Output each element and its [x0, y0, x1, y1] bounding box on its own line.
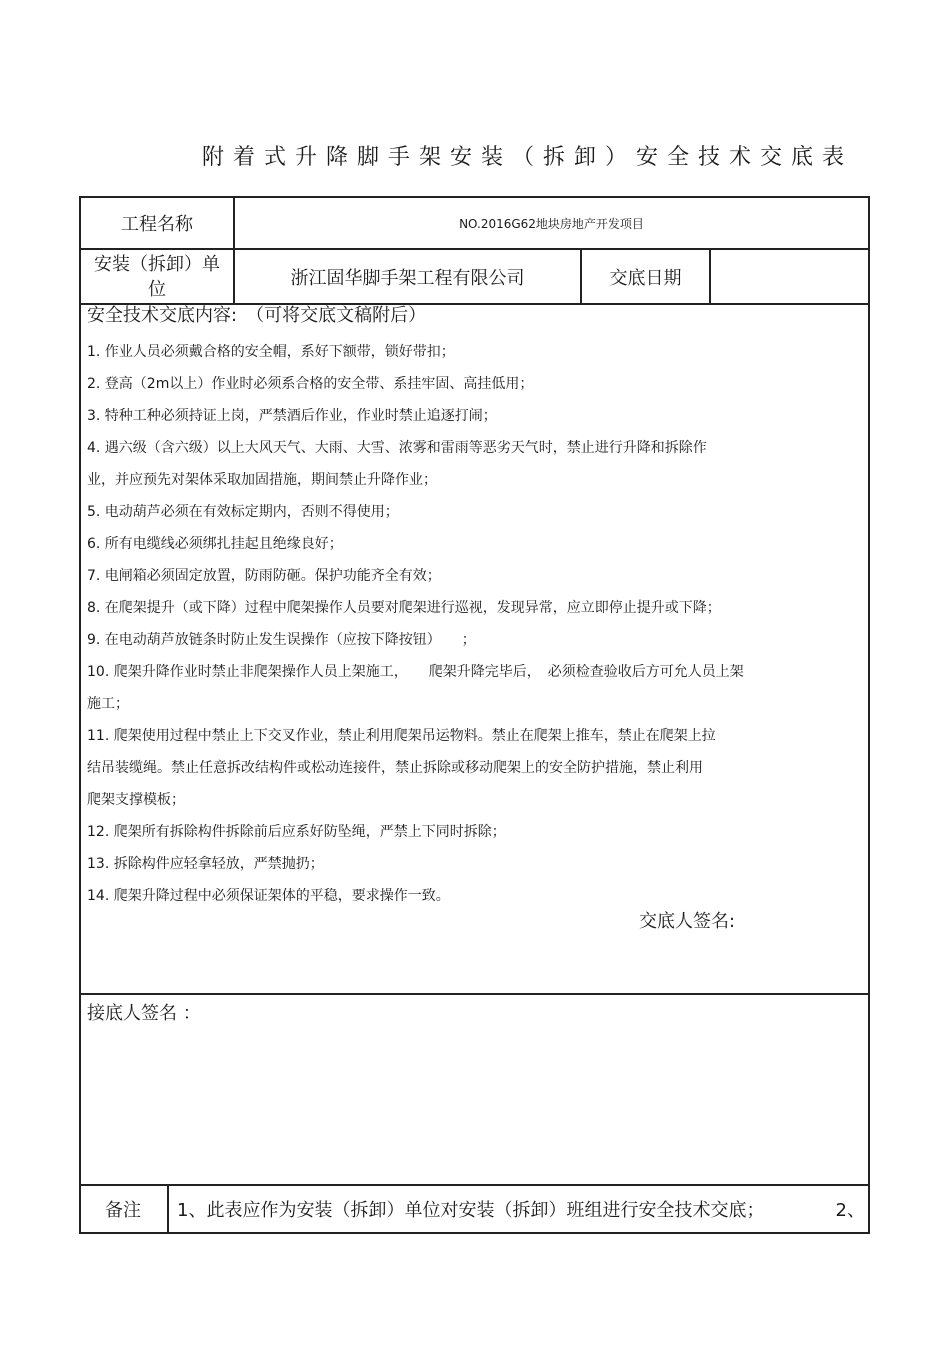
- remark-tail: 2、: [835, 1200, 865, 1221]
- install-unit-value: 浙江固华脚手架工程有限公司: [290, 267, 525, 289]
- content-line: 结吊装缆绳。禁止任意拆改结构件或松动连接件，禁止拆除或移动爬架上的安全防护措施，禁止利用: [87, 760, 703, 776]
- row-divider-3: [79, 993, 870, 995]
- remark-text: 1、此表应作为安装（拆卸）单位对安装（拆卸）班组进行安全技术交底；: [177, 1200, 765, 1221]
- content-line: 业，并应预先对架体采取加固措施，期间禁止升降作业；: [87, 472, 437, 488]
- remark-column-divider: [167, 1184, 169, 1234]
- content-line: 8. 在爬架提升（或下降）过程中爬架操作人员要对爬架进行巡视，发现异常，应立即停止提升或下降；: [87, 600, 721, 616]
- content-line: 10. 爬架升降作业时禁止非爬架操作人员上架施工， 爬架升降完毕后， 必须检查验收后方可允人员上架: [87, 664, 744, 680]
- disclosure-date-value: [711, 250, 868, 303]
- install-unit-label-line1: 安装（拆卸）单: [94, 253, 220, 275]
- receiver-signature-label: 接底人签名 ：: [87, 1003, 201, 1024]
- project-name-value: NO.2016G62地块房地产开发项目: [459, 216, 644, 231]
- content-line: 3. 特种工种必须持证上岗，严禁酒后作业，作业时禁止追逐打闹；: [87, 408, 497, 424]
- remark-content: [177, 1186, 865, 1232]
- page-title: 附着式升降脚手架安装（拆卸）安全技术交底表: [202, 145, 854, 170]
- install-unit-label-line2: 位: [148, 278, 166, 300]
- remark-label: 备注: [105, 1200, 141, 1221]
- content-heading: 安全技术交底内容: （可将交底文稿附后）: [87, 305, 427, 326]
- content-line: 11. 爬架使用过程中禁止上下交叉作业，禁止利用爬架吊运物料。禁止在爬架上推车，禁止在爬架上拉: [87, 728, 716, 744]
- content-line: 4. 遇六级（含六级）以上大风天气、大雨、大雪、浓雾和雷雨等恶劣天气时，禁止进行升降和拆除作: [87, 440, 707, 456]
- content-line: 2. 登高（2m以上）作业时必须系合格的安全带、系挂牢固、高挂低用；: [87, 376, 534, 392]
- table-border-right: [868, 196, 870, 1234]
- content-line: 13. 拆除构件应轻拿轻放，严禁抛扔；: [87, 856, 324, 872]
- content-line: 9. 在电动葫芦放链条时防止发生误操作（应按下降按钮） ；: [87, 632, 476, 648]
- content-line: 7. 电闸箱必须固定放置，防雨防砸。保护功能齐全有效；: [87, 568, 441, 584]
- content-line: 施工；: [87, 696, 129, 712]
- discloser-signature-label: 交底人签名:: [639, 911, 736, 932]
- disclosure-content: [87, 304, 857, 912]
- install-unit-label: [81, 250, 233, 303]
- content-line: 5. 电动葫芦必须在有效标定期内，否则不得使用；: [87, 504, 399, 520]
- content-line: 6. 所有电缆线必须绑扎挂起且绝缘良好；: [87, 536, 343, 552]
- project-name-label: 工程名称: [121, 214, 193, 235]
- disclosure-table: [79, 196, 870, 1234]
- table-border-bottom: [79, 1232, 870, 1234]
- table-border-left: [79, 196, 81, 1234]
- content-line: 14. 爬架升降过程中必须保证架体的平稳，要求操作一致。: [87, 888, 450, 904]
- disclosure-date-label: 交底日期: [609, 267, 682, 289]
- content-line: 爬架支撑模板；: [87, 792, 185, 808]
- content-line: 12. 爬架所有拆除构件拆除前后应系好防坠绳，严禁上下同时拆除；: [87, 824, 506, 840]
- content-line: 1. 作业人员必须戴合格的安全帽，系好下额带，锁好带扣；: [87, 344, 455, 360]
